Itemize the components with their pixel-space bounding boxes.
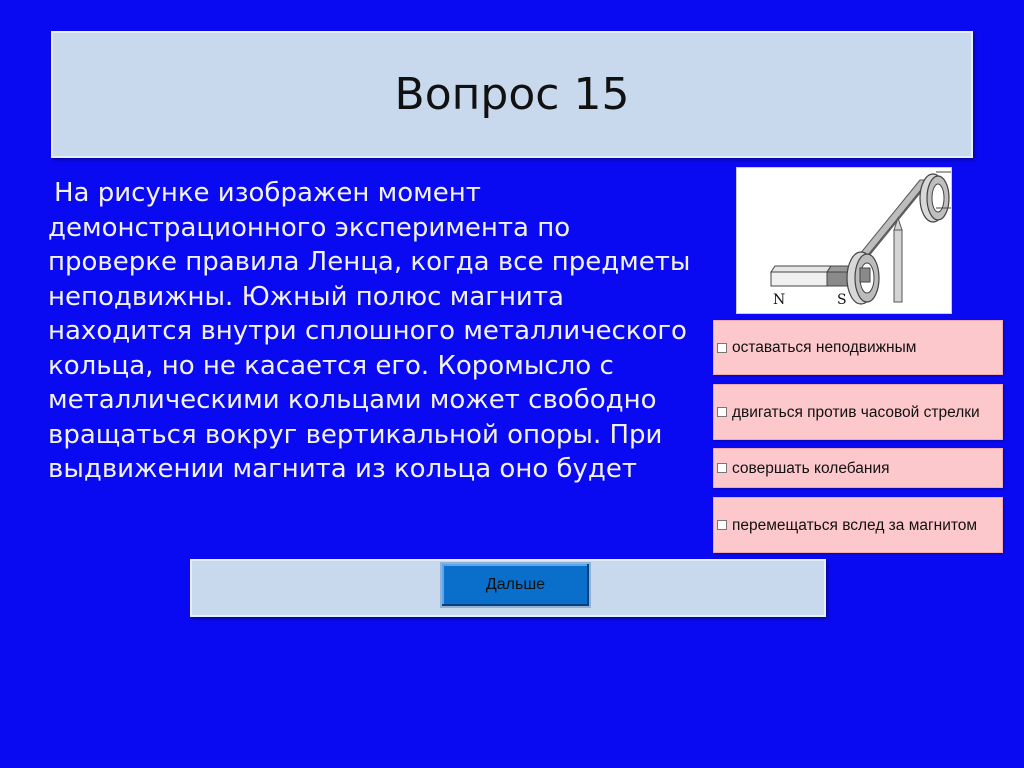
lenz-apparatus-drawing <box>737 168 951 313</box>
answer-label: двигаться против часовой стрелки <box>732 403 980 421</box>
answer-checkbox[interactable] <box>717 463 727 473</box>
title-box <box>51 31 973 158</box>
answer-option-3[interactable] <box>713 448 1003 488</box>
next-button[interactable]: Дальше <box>440 562 591 608</box>
answer-label: совершать колебания <box>732 459 890 477</box>
answer-checkbox[interactable] <box>717 407 727 417</box>
pole-s-label: S <box>837 292 847 308</box>
answer-option-1[interactable] <box>713 320 1003 375</box>
answer-checkbox[interactable] <box>717 520 727 530</box>
answer-checkbox[interactable] <box>717 343 727 353</box>
answer-label: перемещаться вслед за магнитом <box>732 516 978 534</box>
slide-title: Вопрос 15 <box>394 69 630 120</box>
question-text: На рисунке изображен момент демонстрационного эксперимента по проверке правила Ленца, когда все предметы неподвижны. Южный полюс магнита находится внутри сплошного металлического кольца, но не касается его. Коромысло с металлическими кольцами может свободно вращаться вокруг вертикальной опоры. При выдвижении магнита из кольца оно будет <box>48 178 691 484</box>
experiment-figure <box>736 167 952 314</box>
pole-n-label: N <box>773 292 786 308</box>
answer-label: оставаться неподвижным <box>732 339 917 356</box>
answer-option-2[interactable] <box>713 384 1003 440</box>
answer-option-4[interactable] <box>713 497 1003 553</box>
